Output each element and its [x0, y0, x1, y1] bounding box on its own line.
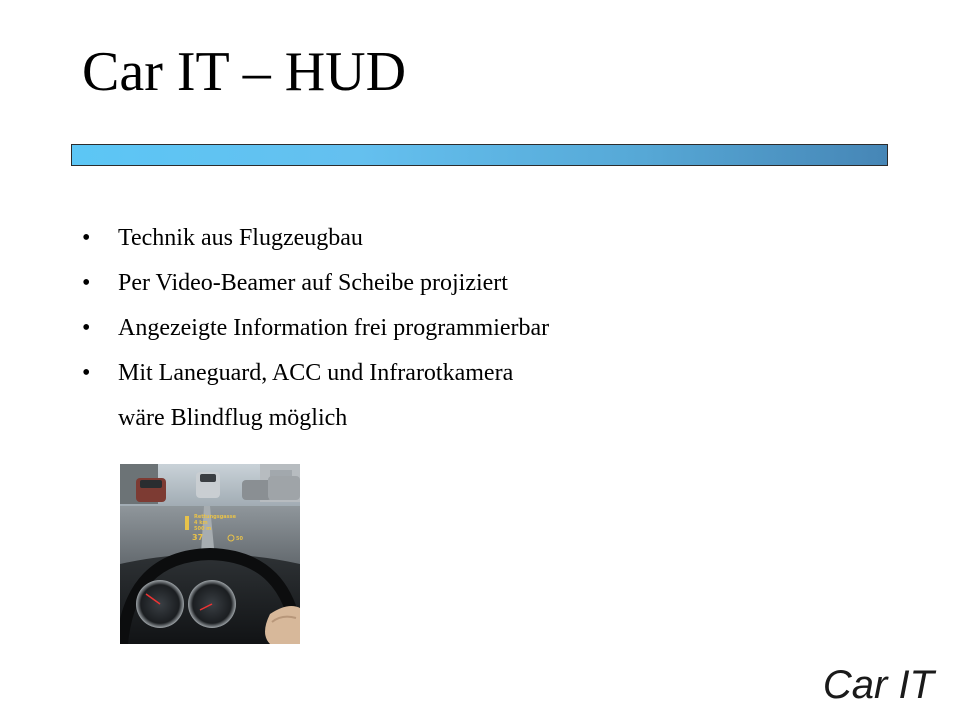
hud-line-text: 500 m	[194, 526, 212, 532]
car-ahead-left-window	[140, 480, 162, 488]
bullet-continuation	[82, 396, 549, 441]
bullet-continuation-text: wäre Blindflug möglich	[118, 405, 348, 431]
bullet-text: Mit Laneguard, ACC und Infrarotkamera	[118, 360, 514, 386]
footer-logo: Car IT	[822, 663, 934, 707]
hud-limit-text: 50	[236, 536, 243, 542]
hud-dashboard-photo	[120, 464, 300, 644]
bullet-text: Per Video-Beamer auf Scheibe projiziert	[118, 270, 508, 296]
parked-car	[242, 480, 272, 500]
hud-photo-illustration	[120, 464, 300, 644]
parked-car-2	[268, 476, 300, 500]
hud-line-text: Rettungsgasse	[194, 514, 236, 520]
bullet-list	[82, 216, 549, 441]
hud-arrow-icon	[185, 516, 189, 530]
bullet-text: Technik aus Flugzeugbau	[118, 225, 363, 251]
bullet-item	[82, 351, 549, 396]
hud-speed-text: 37	[192, 533, 204, 542]
hud-line-text: 4 km	[194, 520, 208, 526]
bullet-item	[82, 261, 549, 306]
bullet-text: Angezeigte Information frei programmierbar	[118, 315, 550, 341]
bullet-symbol: •	[82, 315, 91, 341]
bullet-symbol: •	[82, 360, 91, 386]
bullet-symbol: •	[82, 270, 91, 296]
car-ahead-center-window	[200, 474, 216, 482]
title-gradient-bar	[71, 144, 888, 166]
slide-title: Car IT – HUD	[82, 41, 407, 103]
bullet-symbol: •	[82, 225, 91, 251]
bullet-item	[82, 306, 549, 351]
bullet-item	[82, 216, 549, 261]
